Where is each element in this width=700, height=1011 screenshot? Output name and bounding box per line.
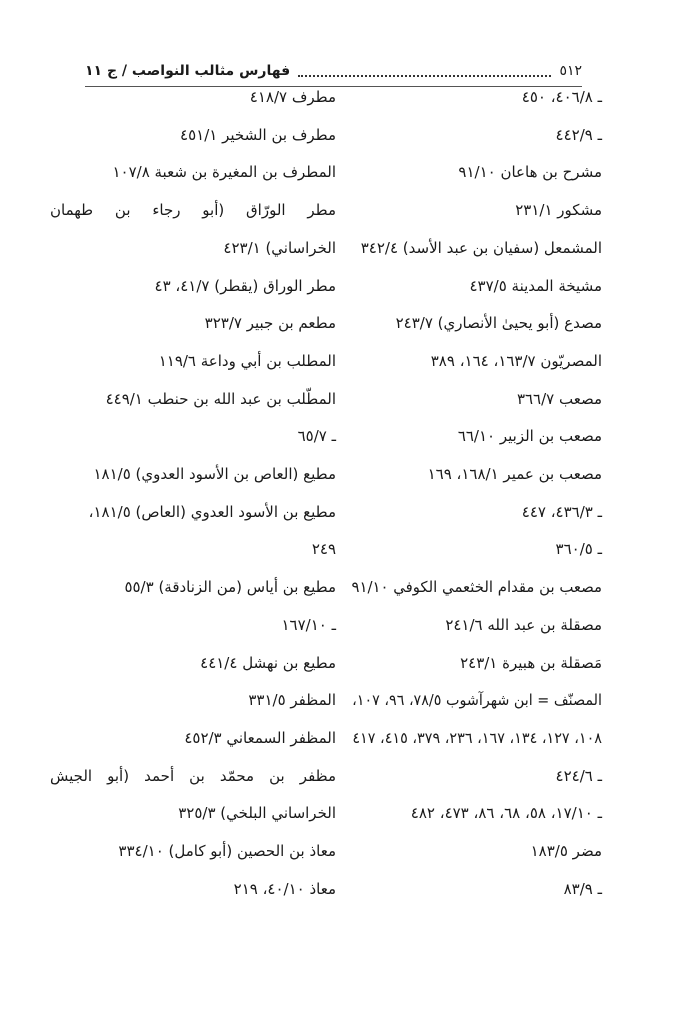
index-entry: ـ ١٦٧/١٠ [281,615,336,634]
index-entry: مطر الورّاق (أبو رجاء بن طهمان [50,201,336,220]
index-entry: مضر ١٨٣/٥ [530,842,602,860]
index-entry: مشيخة المدينة ٤٣٧/٥ [469,276,602,295]
index-entry: مظفر بن محمّد بن أحمد (أبو الجيش [50,766,336,785]
index-entry: معاذ بن الحصين (أبو كامل) ٣٣٤/١٠ [118,842,336,860]
index-entry: مطيع بن أياس (من الزنادقة) ٥٥/٣ [124,578,336,597]
index-entry: المصريّون ١٦٣/٧، ١٦٤، ٣٨٩ [430,351,602,370]
index-entry: الخراساني البلخي) ٣٢٥/٣ [178,804,336,823]
index-entry: المظفر ٣٣١/٥ [248,691,336,710]
index-entry: ـ ٦٥/٧ [297,427,336,446]
index-entry: مَصقلة بن هبيرة ٢٤٣/١ [460,653,602,672]
index-entry: مصعب بن عمير ١٦٨/١، ١٦٩ [427,465,602,483]
index-entry: المطرف بن المغيرة بن شعبة ١٠٧/٨ [112,163,336,182]
index-entry: ـ ٤٣٦/٣، ٤٤٧ [521,502,602,521]
index-entry: مشرح بن هاعان ٩١/١٠ [458,163,602,182]
index-entry: ١٠٨، ١٢٧، ١٣٤، ١٦٧، ٢٣٦، ٣٧٩، ٤١٥، ٤١٧ [352,728,602,747]
index-entry: المظفر السمعاني ٤٥٢/٣ [184,728,336,747]
index-entry: مطرف ٤١٨/٧ [249,88,336,106]
index-entry: مطيع بن نهشل ٤٤١/٤ [200,653,336,672]
running-header [85,60,582,82]
index-entry: مطيع (العاص بن الأسود العدوي) ١٨١/٥ [93,465,336,483]
page-number: ٥١٢ [559,63,582,79]
dot-leader [298,65,551,77]
index-entry: مصدع (أبو يحيىٰ الأنصاري) ٢٤٣/٧ [395,314,602,333]
index-entry: ـ ٨٣/٩ [563,879,602,898]
index-entry: المصنّف = ابن شهرآشوب ٧٨/٥، ٩٦، ١٠٧، [352,691,602,710]
index-entry: ـ ٣٦٠/٥ [555,540,602,559]
index-entry: المطّلب بن عبد الله بن حنطب ٤٤٩/١ [105,389,336,408]
index-entry: مطرف بن الشخير ٤٥١/١ [180,125,336,144]
index-entry: مصقلة بن عبد الله ٢٤١/٦ [445,615,602,634]
index-entry: الخراساني) ٤٢٣/١ [223,238,336,257]
index-entry: المطلب بن أبي وداعة ١١٩/٦ [158,351,336,370]
index-entry: ـ ٤٢٤/٦ [555,766,602,785]
index-entry: المشمعل (سفيان بن عبد الأسد) ٣٤٢/٤ [360,238,602,257]
index-entry: مطيع بن الأسود العدوي (العاص) ١٨١/٥، [88,502,336,521]
index-entry: مطعم بن جبير ٣٢٣/٧ [204,314,336,333]
index-entry: معاذ ٤٠/١٠، ٢١٩ [233,879,336,898]
index-entry: ـ ٤٠٦/٨، ٤٥٠ [521,88,602,106]
index-entry: مصعب بن الزبير ٦٦/١٠ [457,427,602,446]
index-entry: مطر الوراق (يقطر) ٤١/٧، ٤٣ [154,276,336,295]
running-title: فهارس مثالب النواصب / ج ١١ [85,63,291,79]
index-entry: ٢٤٩ [311,540,336,559]
index-entry: مشكور ٢٣١/١ [515,201,602,220]
index-entry: مصعب بن مقدام الخثعمي الكوفي ٩١/١٠ [351,578,602,597]
index-entry: مصعب ٣٦٦/٧ [516,389,602,408]
index-entry: ـ ٤٤٢/٩ [555,125,602,144]
index-entry: ـ ١٧/١٠، ٥٨، ٦٨، ٨٦، ٤٧٣، ٤٨٢ [410,804,602,823]
